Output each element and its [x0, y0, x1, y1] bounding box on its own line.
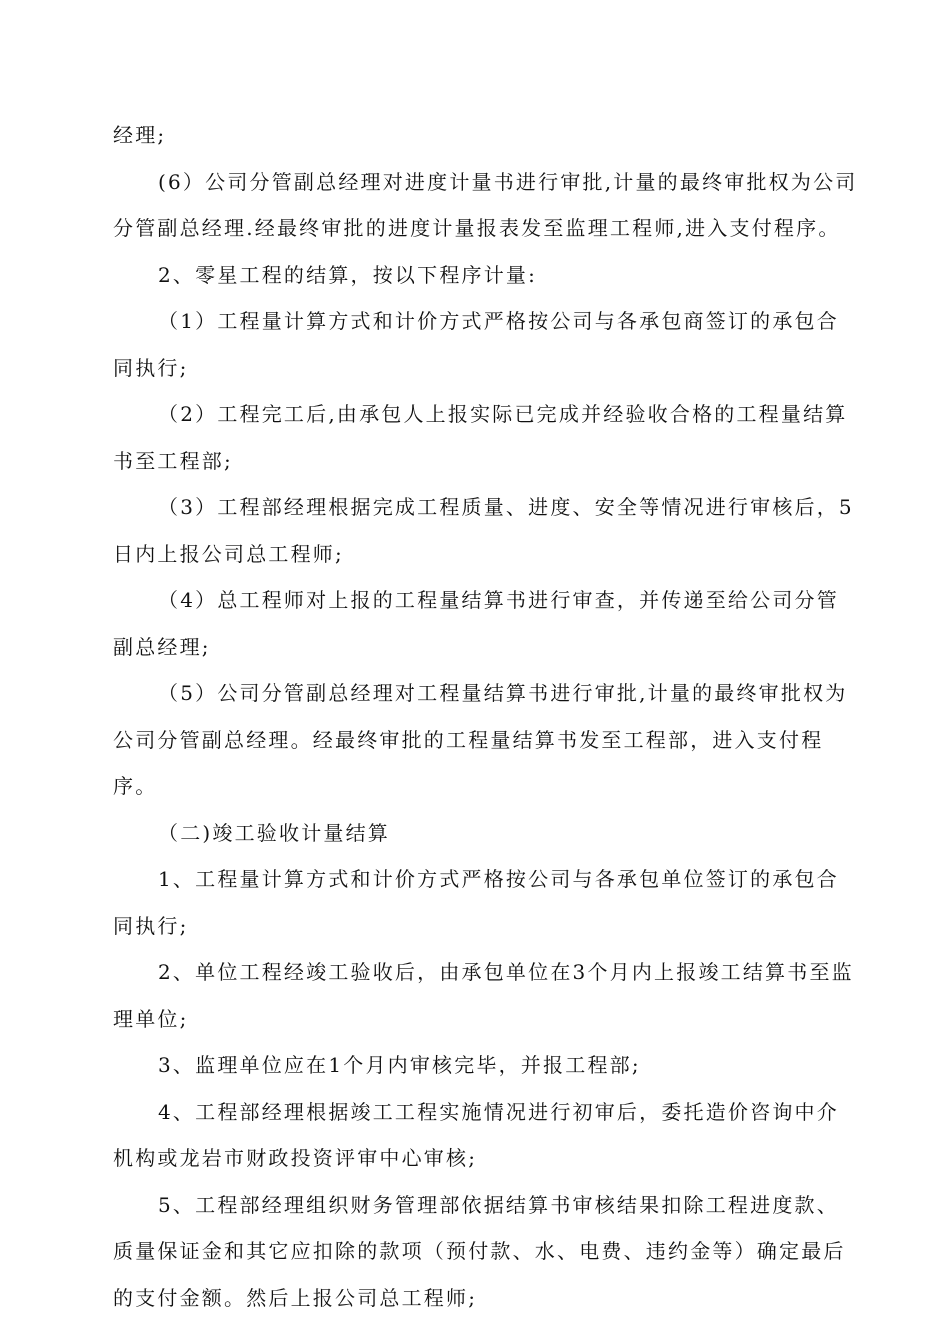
- paragraph-item-4: （4）总工程师对上报的工程量结算书进行审查，并传递至给公司分管副总经理;: [113, 588, 839, 659]
- paragraph-item-6: (6）公司分管副总经理对进度计量书进行审批,计量的最终审批权为公司分管副总经理.经最终审批的进度计量报表发至监理工程师,进入支付程序。: [113, 169, 858, 240]
- paragraph-continuation: 经理;: [113, 123, 167, 147]
- paragraph-completion-1: 1、工程量计算方式和计价方式严格按公司与各承包单位签订的承包合同执行;: [113, 867, 839, 938]
- paragraph-completion-5: 5、工程部经理组织财务管理部依据结算书审核结果扣除工程进度款、质量保证金和其它应扣除的款项（预付款、水、电费、违约金等）确定最后的支付金额。然后上报公司总工程师;: [113, 1192, 846, 1310]
- paragraph-item-5: （5）公司分管副总经理对工程量结算书进行审批,计量的最终审批权为公司分管副总经理。经最终审批的工程量结算书发至工程部，进入支付程序。: [113, 681, 848, 798]
- paragraph-completion-3: 3、监理单位应在1个月内审核完毕，并报工程部;: [158, 1053, 641, 1077]
- paragraph-item-1: （1）工程量计算方式和计价方式严格按公司与各承包商签订的承包合同执行;: [113, 309, 839, 380]
- paragraph-completion-2: 2、单位工程经竣工验收后，由承包单位在3个月内上报竣工结算书至监理单位;: [113, 960, 854, 1031]
- paragraph-completion-4: 4、工程部经理根据竣工工程实施情况进行初审后，委托造价咨询中介机构或龙岩市财政投资评审中心审核;: [113, 1099, 839, 1170]
- paragraph-item-2: （2）工程完工后,由承包人上报实际已完成并经验收合格的工程量结算书至工程部;: [113, 402, 848, 473]
- paragraph-section-2-heading: 2、零星工程的结算，按以下程序计量:: [158, 262, 538, 287]
- document-body: [113, 112, 861, 1321]
- paragraph-item-3: （3）工程部经理根据完成工程质量、进度、安全等情况进行审核后，5日内上报公司总工程师;: [113, 495, 854, 566]
- section-heading-completion: （二)竣工验收计量结算: [158, 820, 391, 845]
